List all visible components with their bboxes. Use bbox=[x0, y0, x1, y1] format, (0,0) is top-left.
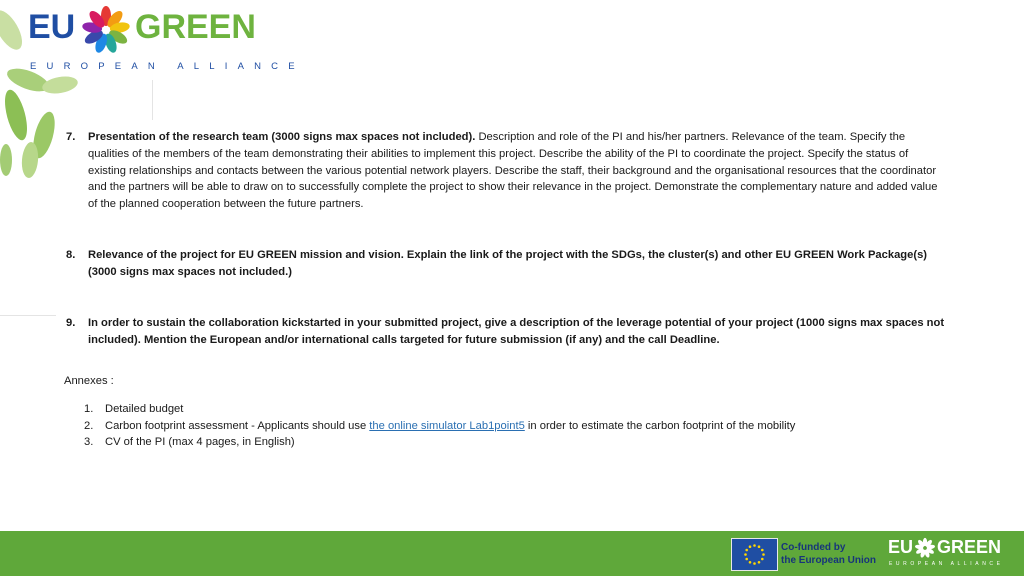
annex-number: 3. bbox=[84, 436, 94, 448]
item-number: 9. bbox=[66, 317, 76, 329]
item-title: Presentation of the research team (3000 signs max spaces not included). bbox=[88, 131, 476, 143]
cofunded-line-1: Co-funded by bbox=[781, 542, 846, 553]
logo-tagline: EUROPEAN ALLIANCE bbox=[30, 61, 305, 72]
cofunded-text bbox=[781, 541, 876, 567]
annex-item bbox=[84, 434, 795, 451]
logo-eu-text: EU bbox=[28, 8, 76, 46]
eu-green-logo bbox=[28, 4, 305, 74]
divider bbox=[0, 315, 56, 316]
list-item-8 bbox=[66, 247, 946, 281]
divider bbox=[152, 80, 153, 120]
online-simulator-link[interactable]: the online simulator Lab1point5 bbox=[369, 419, 525, 432]
annex-text: Carbon footprint assessment - Applicants should use bbox=[105, 419, 370, 432]
item-text bbox=[88, 129, 946, 213]
flower-icon bbox=[914, 537, 936, 559]
list-item-9 bbox=[66, 315, 946, 349]
list-item-7 bbox=[66, 129, 946, 213]
eu-flag-icon bbox=[731, 538, 778, 571]
item-number: 8. bbox=[66, 249, 76, 261]
footer-logo-tagline: EUROPEAN ALLIANCE bbox=[889, 561, 1004, 567]
annex-list bbox=[84, 401, 795, 451]
annex-item bbox=[84, 401, 795, 418]
annex-number: 1. bbox=[84, 403, 94, 415]
cofunded-line-2: the European Union bbox=[781, 555, 876, 566]
item-number: 7. bbox=[66, 131, 76, 143]
annex-text: CV of the PI (max 4 pages, in English) bbox=[105, 436, 295, 448]
footer-logo-green-text: GREEN bbox=[937, 537, 1002, 557]
item-title: Relevance of the project for EU GREEN mission and vision. Explain the link of the project with the SDGs, the cluster(s) and other EU GREEN Work Package(s) (3000 signs max spaces not included.) bbox=[88, 249, 928, 278]
logo-green-text: GREEN bbox=[135, 8, 256, 46]
item-title: In order to sustain the collaboration kickstarted in your submitted project, give a description of the leverage potential of your project (1000 signs max spaces not included). Mention the European and/or international calls targeted for future submission (if any) and the call Deadline. bbox=[88, 317, 945, 346]
annexes-heading: Annexes : bbox=[64, 375, 114, 387]
annex-text: Detailed budget bbox=[105, 403, 184, 415]
flower-icon bbox=[80, 4, 132, 56]
footer-logo-eu-text: EU bbox=[888, 537, 914, 557]
annex-number: 2. bbox=[84, 419, 94, 432]
annex-text: in order to estimate the carbon footprint of the mobility bbox=[524, 419, 796, 432]
item-body: Description and role of the PI and his/her partners. Relevance of the team. Specify the qualities of the members of the team demonstrating their abilities to implement this project. Describe the ability of the PI to coordinate the project. Specify the status of existing relationships and contacts between the various potential network players. Describe the staff, their background and the organisational resources that the coordinator and the partners will be able to draw on to successfully complete the project to show their relevance in the project. Demonstrate the complementary nature and added value of the planned cooperation between the future partners. bbox=[88, 131, 938, 211]
footer-eu-green-logo bbox=[888, 537, 1004, 571]
annex-item bbox=[84, 418, 795, 435]
